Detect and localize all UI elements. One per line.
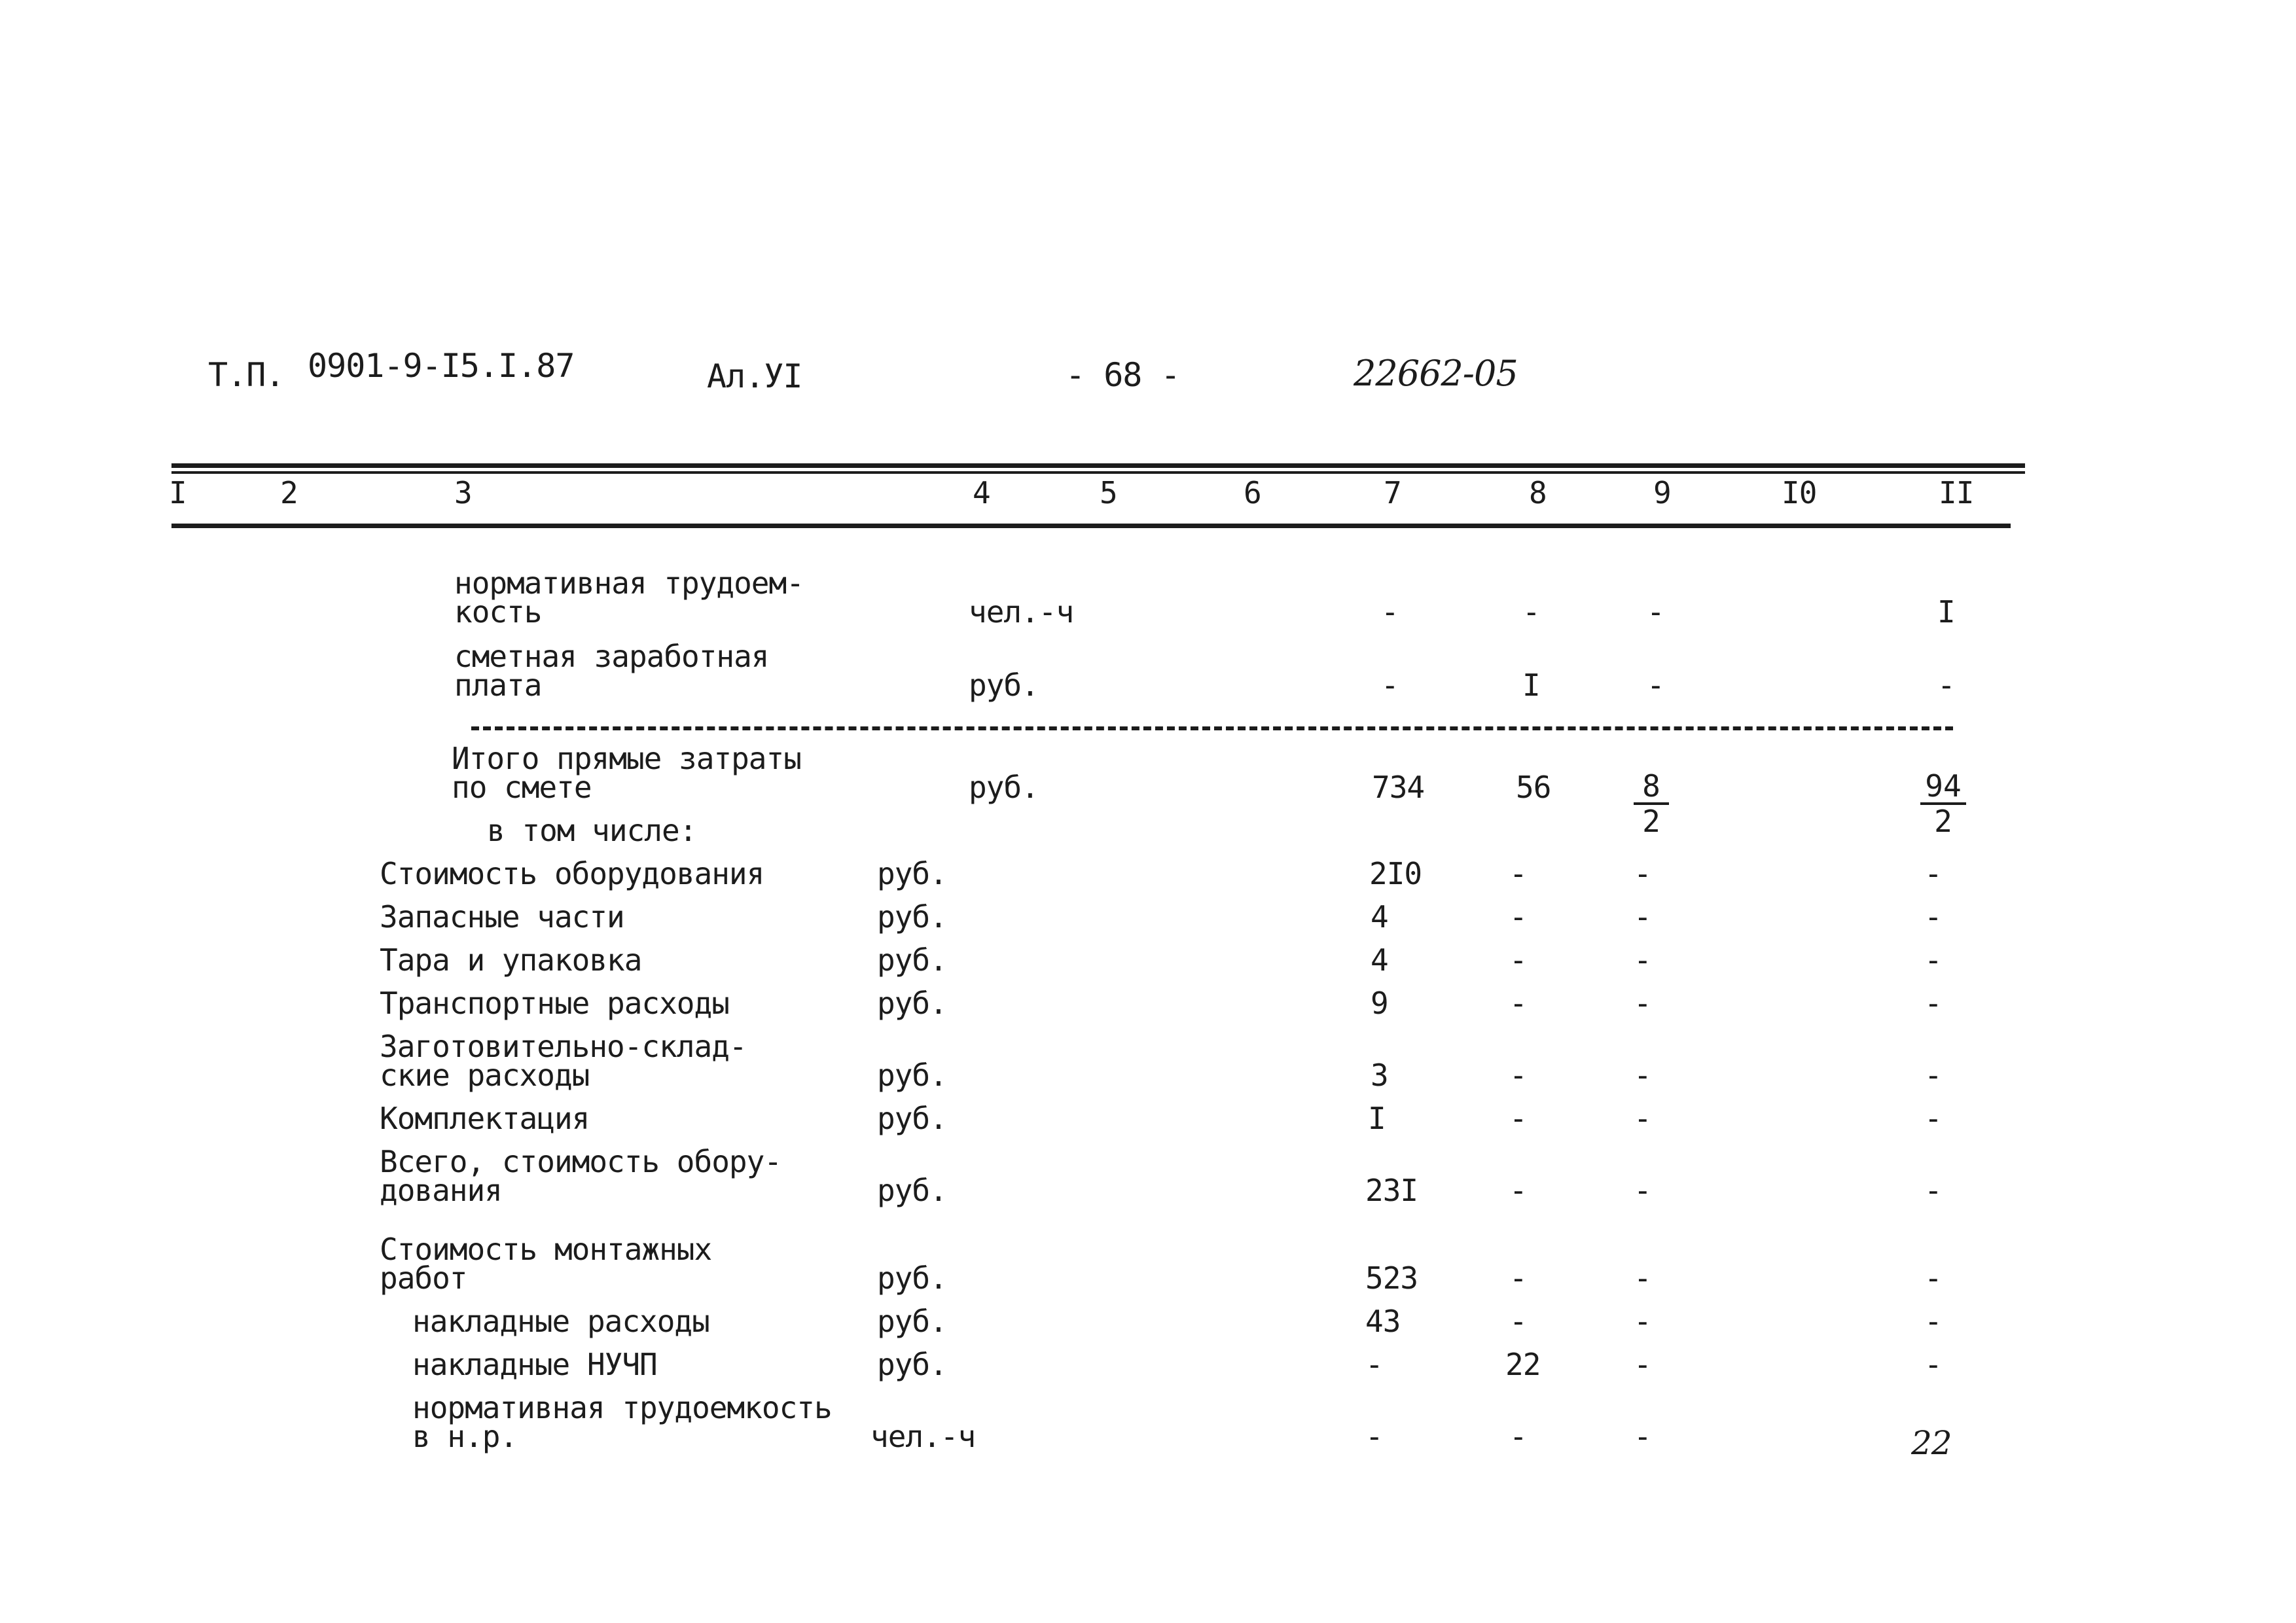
column-number-3: 3 (454, 475, 472, 510)
row-equipment-total-name-line2: дования (380, 1173, 502, 1208)
row-packaging-unit: руб. (877, 942, 947, 978)
row-overhead-unit: руб. (877, 1304, 947, 1339)
total-row-col9-fraction (1634, 768, 1669, 839)
row-equipment-name: Стоимость оборудования (380, 856, 764, 891)
row-transport-col11: - (1924, 986, 1942, 1021)
row-overhead-nuchp-col8: 22 (1505, 1347, 1541, 1382)
row-installation-col9: - (1634, 1260, 1651, 1296)
row-labor-overhead-name-line2: в н.р. (412, 1419, 518, 1454)
row-equipment-total-col11: - (1924, 1173, 1942, 1208)
row-labor-overhead-col8: - (1509, 1419, 1527, 1454)
row-labor-col8: - (1522, 594, 1540, 630)
including-label: в том числе: (487, 813, 697, 848)
total-row-name-line2: по смете (452, 770, 592, 805)
row-equipment-unit: руб. (877, 856, 947, 891)
row-spare-parts-unit: руб. (877, 899, 947, 935)
column-number-1: I (169, 475, 187, 510)
row-overhead-name: накладные расходы (412, 1304, 709, 1339)
column-number-2: 2 (280, 475, 298, 510)
total-row-col9-denominator: 2 (1642, 804, 1660, 839)
row-packaging-col7: 4 (1371, 942, 1388, 978)
row-labor-name-line1: нормативная трудоем- (454, 565, 804, 601)
table-top-rule (171, 463, 2025, 468)
row-overhead-nuchp-col7: - (1365, 1347, 1383, 1382)
row-completion-col8: - (1509, 1101, 1527, 1136)
total-row-col7: 734 (1372, 770, 1425, 805)
row-wages-col7: - (1381, 668, 1399, 703)
total-row-col8: 56 (1516, 770, 1551, 805)
row-procurement-col9: - (1634, 1058, 1651, 1093)
row-installation-name-line1: Стоимость монтажных (380, 1232, 712, 1267)
total-row-col9-numerator: 8 (1634, 771, 1669, 805)
total-row-unit: руб. (969, 770, 1039, 805)
table-header-bottom-rule (171, 524, 2011, 528)
row-labor-name-line2: кость (454, 594, 542, 630)
row-installation-unit: руб. (877, 1260, 947, 1296)
column-number-11: II (1939, 475, 1974, 510)
row-labor-overhead-col7: - (1365, 1419, 1383, 1454)
row-labor-col7: - (1381, 594, 1399, 630)
tp-label: Т.П. (208, 356, 285, 394)
row-overhead-nuchp-unit: руб. (877, 1347, 947, 1382)
row-transport-unit: руб. (877, 986, 947, 1021)
row-labor-overhead-name-line1: нормативная трудоемкость (412, 1390, 832, 1425)
row-overhead-nuchp-col9: - (1634, 1347, 1651, 1382)
row-installation-col8: - (1509, 1260, 1527, 1296)
total-row-name-line1: Итого прямые затраты (452, 741, 801, 776)
row-procurement-name-line2: ские расходы (380, 1058, 590, 1093)
row-procurement-col11: - (1924, 1058, 1942, 1093)
row-packaging-col11: - (1924, 942, 1942, 978)
row-installation-name-line2: работ (380, 1260, 467, 1296)
row-completion-col9: - (1634, 1101, 1651, 1136)
column-number-5: 5 (1100, 475, 1117, 510)
album-number: Ал.УI (707, 357, 802, 395)
row-labor-overhead-unit: чел.-ч (870, 1419, 976, 1454)
row-spare-parts-col11: - (1924, 899, 1942, 935)
row-equipment-col8: - (1509, 856, 1527, 891)
row-procurement-col8: - (1509, 1058, 1527, 1093)
row-equipment-col9: - (1634, 856, 1651, 891)
row-wages-unit: руб. (969, 668, 1039, 703)
row-equipment-total-col9: - (1634, 1173, 1651, 1208)
row-completion-unit: руб. (877, 1101, 947, 1136)
row-equipment-total-col8: - (1509, 1173, 1527, 1208)
row-overhead-nuchp-name: накладные НУЧП (412, 1347, 657, 1382)
total-row-col11-denominator: 2 (1934, 804, 1952, 839)
row-wages-col8: I (1522, 668, 1540, 703)
row-packaging-col9: - (1634, 942, 1651, 978)
row-spare-parts-col9: - (1634, 899, 1651, 935)
row-procurement-name-line1: Заготовительно-склад- (380, 1029, 747, 1064)
row-procurement-unit: руб. (877, 1058, 947, 1093)
column-number-6: 6 (1244, 475, 1261, 510)
row-labor-overhead-col9: - (1634, 1419, 1651, 1454)
row-completion-name: Комплектация (380, 1101, 590, 1136)
row-wages-col11: - (1937, 668, 1955, 703)
row-equipment-total-unit: руб. (877, 1173, 947, 1208)
row-overhead-col7: 43 (1365, 1304, 1401, 1339)
row-transport-col9: - (1634, 986, 1651, 1021)
row-installation-col7: 523 (1365, 1260, 1418, 1296)
row-equipment-col11: - (1924, 856, 1942, 891)
row-labor-col11: I (1937, 594, 1955, 630)
row-spare-parts-col8: - (1509, 899, 1527, 935)
row-packaging-col8: - (1509, 942, 1527, 978)
row-equipment-col7: 2I0 (1369, 856, 1422, 891)
document-code: 0901-9-I5.I.87 (308, 347, 575, 385)
row-transport-col7: 9 (1371, 986, 1388, 1021)
table-top-rule-inner (171, 471, 2025, 474)
handwritten-code: 22662-05 (1354, 353, 1518, 394)
row-labor-unit: чел.-ч (969, 594, 1074, 630)
row-packaging-name: Тара и упаковка (380, 942, 642, 978)
row-spare-parts-name: Запасные части (380, 899, 624, 935)
row-completion-col11: - (1924, 1101, 1942, 1136)
row-labor-col9: - (1647, 594, 1664, 630)
dashed-separator (471, 726, 1953, 730)
column-number-7: 7 (1384, 475, 1401, 510)
column-number-10: I0 (1782, 475, 1817, 510)
row-wages-name-line2: плата (454, 668, 542, 703)
row-labor-overhead-col11: 22 (1911, 1424, 1952, 1462)
row-equipment-total-name-line1: Всего, стоимость обору- (380, 1144, 781, 1179)
row-procurement-col7: 3 (1371, 1058, 1388, 1093)
column-number-4: 4 (973, 475, 990, 510)
row-equipment-total-col7: 23I (1365, 1173, 1418, 1208)
total-row-col11-fraction (1920, 768, 1966, 839)
row-installation-col11: - (1924, 1260, 1942, 1296)
row-completion-col7: I (1368, 1101, 1386, 1136)
row-wages-name-line1: сметная заработная (454, 639, 769, 674)
row-transport-name: Транспортные расходы (380, 986, 729, 1021)
row-overhead-col9: - (1634, 1304, 1651, 1339)
row-transport-col8: - (1509, 986, 1527, 1021)
row-overhead-col11: - (1924, 1304, 1942, 1339)
column-number-8: 8 (1529, 475, 1547, 510)
column-number-9: 9 (1653, 475, 1671, 510)
row-overhead-nuchp-col11: - (1924, 1347, 1942, 1382)
total-row-col11-numerator: 94 (1920, 771, 1966, 805)
page-number: - 68 - (1066, 356, 1180, 394)
row-overhead-col8: - (1509, 1304, 1527, 1339)
row-wages-col9: - (1647, 668, 1664, 703)
row-spare-parts-col7: 4 (1371, 899, 1388, 935)
